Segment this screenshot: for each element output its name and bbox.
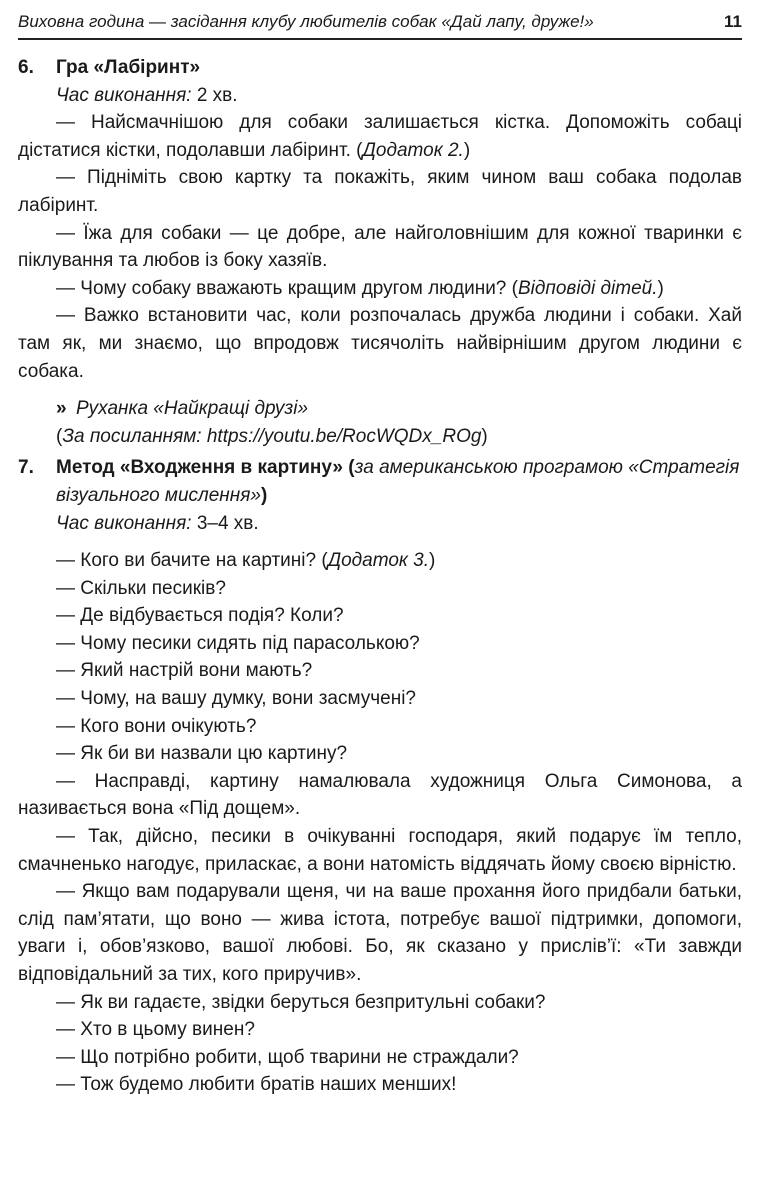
paren: ) bbox=[481, 425, 488, 447]
warmup-title-line bbox=[56, 395, 742, 423]
paragraph bbox=[18, 275, 742, 303]
time-value: 2 хв. bbox=[196, 84, 238, 106]
paragraph-text: — Чому собаку вважають кращим другом людини? ( bbox=[56, 277, 518, 299]
time-label: Час виконання: bbox=[56, 84, 192, 106]
paragraph: — Їжа для собаки — це добре, але найголовнішим для кожної тваринки є піклування та любов із боку хазяїв. bbox=[18, 222, 742, 272]
question bbox=[18, 547, 742, 575]
paragraph-text: — Найсмачнішою для собаки залишається кістка. Допоможіть собаці дістатися кістки, подолавши лабіринт. ( bbox=[18, 112, 742, 161]
title-text: ) bbox=[260, 484, 268, 506]
warmup-block bbox=[18, 395, 742, 450]
paragraph: — Підніміть свою картку та покажіть, яким чином ваш собака подолав лабіринт. bbox=[18, 167, 742, 216]
section-7-title bbox=[56, 454, 742, 509]
section-6-time bbox=[18, 82, 742, 110]
paragraph: — Важко встановити час, коли розпочалась дружба людини і собаки. Хай там як, ми знаємо, що впродовж тисячоліть найвірнішим другом людини є собака. bbox=[18, 305, 742, 382]
time-label: Час виконання: bbox=[56, 512, 192, 534]
time-value: 3–4 хв. bbox=[196, 512, 259, 534]
section-7-number: 7. bbox=[18, 457, 34, 479]
remark: Відповіді дітей. bbox=[517, 277, 658, 299]
appendix-ref: Додаток 3. bbox=[327, 550, 429, 572]
question-text: ) bbox=[428, 550, 436, 572]
paragraph-text: ) bbox=[657, 277, 664, 299]
question: — Як би ви назвали цю картину? bbox=[56, 743, 348, 765]
paragraph bbox=[18, 109, 742, 164]
video-link[interactable]: https://youtu.be/RocWQDx_ROg bbox=[201, 425, 482, 447]
question: — Скільки песиків? bbox=[56, 577, 226, 599]
appendix-ref: Додаток 2. bbox=[362, 139, 464, 161]
section-7 bbox=[18, 454, 742, 1099]
section-6-heading bbox=[18, 54, 742, 82]
link-label: За посиланням: bbox=[62, 425, 202, 447]
section-7-heading bbox=[18, 454, 742, 509]
question: — Чому, на вашу думку, вони засмучені? bbox=[56, 688, 416, 710]
question: — Де відбувається подія? Коли? bbox=[56, 605, 344, 627]
question: — Який настрій вони мають? bbox=[56, 660, 313, 682]
page-number: 11 bbox=[724, 12, 742, 31]
section-7-time bbox=[18, 510, 742, 538]
double-arrow-icon: » bbox=[56, 398, 67, 420]
running-title: Виховна година — засідання клубу любителів собак «Дай лапу, друже!» bbox=[18, 12, 594, 31]
question-text: — Кого ви бачите на картині? ( bbox=[56, 550, 328, 572]
title-text: Метод «Входження в картину» ( bbox=[56, 457, 355, 479]
question: — Що потрібно робити, щоб тварини не страждали? bbox=[56, 1046, 519, 1068]
paragraph-text: ) bbox=[463, 139, 471, 161]
paragraph: — Так, дійсно, песики в очікуванні господаря, який подарує їм тепло, смачненько нагодує, приласкає, а вони натомість віддячать йому своєю вірністю. bbox=[18, 826, 742, 875]
section-6-title: Гра «Лабіринт» bbox=[56, 57, 201, 78]
paren: ( bbox=[56, 425, 63, 447]
question: — Кого вони очікують? bbox=[56, 715, 257, 737]
paragraph: — Якщо вам подарували щеня, чи на ваше прохання його придбали батьки, слід пам’ятати, що воно — жива істота, потребує вашої підтримки, допомоги, уваги і, обов’язково, вашої любові. Бо, як сказано у прислів’ї: «Ти завжди відповідальний за тих, кого приручив». bbox=[18, 881, 742, 985]
question: — Хто в цьому винен? bbox=[56, 1019, 255, 1041]
warmup-link-line bbox=[56, 423, 742, 451]
question: — Як ви гадаєте, звідки беруться безпритульні собаки? bbox=[56, 991, 546, 1013]
paragraph: — Насправді, картину намалювала художниця Ольга Симонова, а називається вона «Під дощем». bbox=[18, 770, 742, 820]
warmup-title: Руханка «Найкращі друзі» bbox=[76, 398, 309, 420]
title-subtext: за американською програмою «Стратегія візуального мислення» bbox=[56, 457, 740, 506]
running-header bbox=[18, 10, 742, 40]
section-6 bbox=[18, 54, 742, 385]
section-6-number: 6. bbox=[18, 57, 34, 78]
question: — Тож будемо любити братів наших менших! bbox=[56, 1074, 457, 1096]
question: — Чому песики сидять під парасолькою? bbox=[56, 632, 420, 654]
